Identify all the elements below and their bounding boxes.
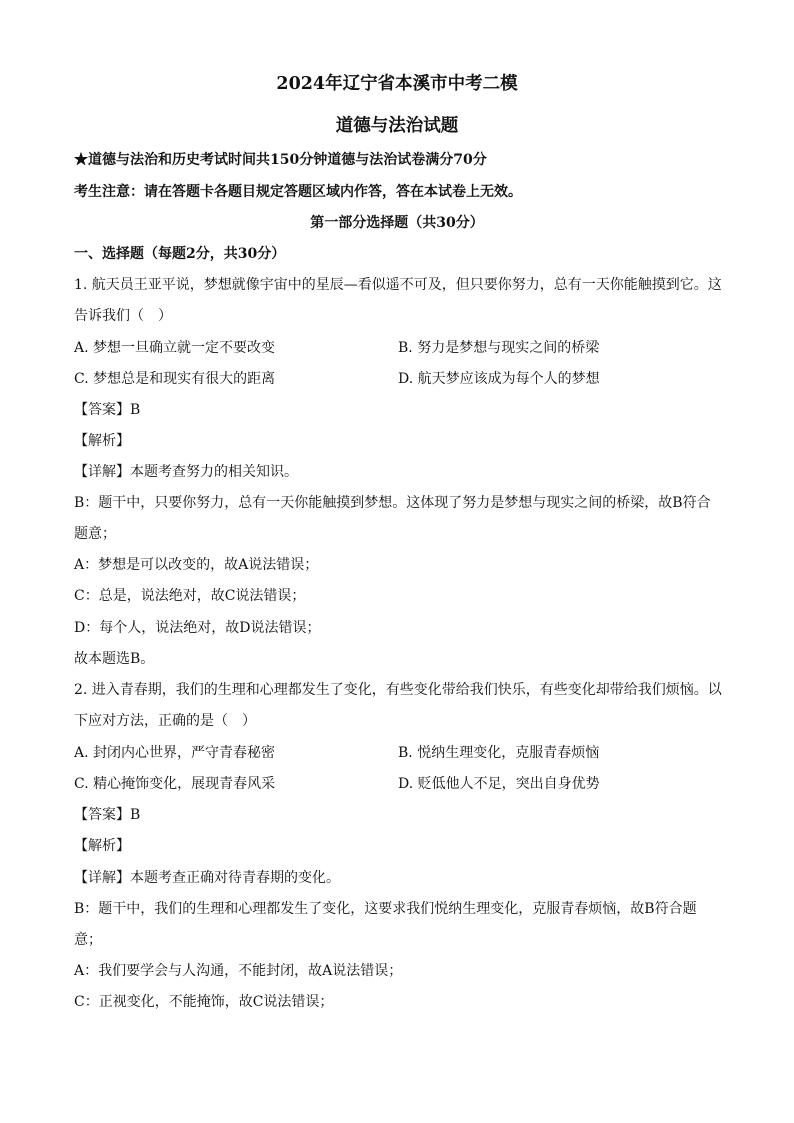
q1-detail-line-2: B：题干中，只要你努力，总有一天你能触摸到梦想。这体现了努力是梦想与现实之间的桥梁，故B符合 [74, 495, 711, 511]
detail-text: 本题考查正确对待青春期的变化。 [130, 870, 340, 886]
section-heading: 一、选择题（每题2分，共30分） [74, 246, 286, 262]
q1-analysis-tag: 【解析】 [74, 433, 130, 449]
detail-text: 本题考查努力的相关知识。 [130, 464, 298, 480]
q1-answer [74, 400, 140, 420]
q1-option-b: B. 努力是梦想与现实之间的桥梁 [398, 340, 600, 356]
q1-option-d: D. 航天梦应该成为每个人的梦想 [398, 371, 600, 387]
q1-detail-line-1 [74, 462, 298, 482]
q2-answer [74, 805, 140, 825]
q1-detail-line-7: 故本题选B。 [74, 651, 155, 667]
q1-stem-line-1: 1. 航天员王亚平说，梦想就像宇宙中的星辰—看似遥不可及，但只要你努力，总有一天你能触摸到它。这 [74, 277, 722, 293]
q2-option-c: C. 精心掩饰变化，展现青春风采 [74, 776, 276, 792]
exam-title: 2024年辽宁省本溪市中考二模 [276, 74, 518, 94]
q2-option-d: D. 贬低他人不足，突出自身优势 [398, 776, 600, 792]
q1-option-c: C. 梦想总是和现实有很大的距离 [74, 371, 276, 387]
exam-note: ★道德与法治和历史考试时间共150分钟道德与法治试卷满分70分 [74, 152, 487, 168]
q1-detail-line-5: C：总是，说法绝对，故C说法错误； [74, 588, 306, 604]
q2-option-b: B. 悦纳生理变化，克服青春烦恼 [398, 745, 600, 761]
q2-stem-line-2: 下应对方法，正确的是（ ） [74, 713, 256, 729]
q1-option-a: A. 梦想一旦确立就一定不要改变 [74, 340, 276, 356]
answer-value: B [130, 402, 141, 418]
q2-detail-line-5: C：正视变化，不能掩饰，故C说法错误； [74, 994, 334, 1010]
detail-tag: 【详解】 [74, 870, 130, 886]
q2-option-a: A. 封闭内心世界，严守青春秘密 [74, 745, 276, 761]
part-heading: 第一部分选择题（共30分） [310, 215, 484, 231]
answer-value: B [130, 807, 141, 823]
q2-detail-line-3: 意； [74, 932, 102, 948]
candidate-notice: 考生注意：请在答题卡各题目规定答题区域内作答，答在本试卷上无效。 [74, 184, 522, 200]
q1-detail-line-4: A：梦想是可以改变的，故A说法错误； [74, 557, 319, 573]
q1-detail-line-3: 题意； [74, 526, 116, 542]
answer-tag: 【答案】 [74, 402, 130, 418]
answer-tag: 【答案】 [74, 807, 130, 823]
q2-detail-line-4: A：我们要学会与人沟通，不能封闭，故A说法错误； [74, 963, 403, 979]
q2-detail-line-2: B：题干中，我们的生理和心理都发生了变化，这要求我们悦纳生理变化，克服青春烦恼，故B符合题 [74, 901, 697, 917]
exam-subtitle: 道德与法治试题 [335, 116, 459, 136]
q1-detail-line-6: D：每个人，说法绝对，故D说法错误； [74, 620, 321, 636]
detail-tag: 【详解】 [74, 464, 130, 480]
q2-stem-line-1: 2. 进入青春期，我们的生理和心理都发生了变化，有些变化带给我们快乐，有些变化却带给我们烦恼。以 [74, 682, 722, 698]
q1-stem-line-2: 告诉我们（ ） [74, 308, 172, 324]
q2-analysis-tag: 【解析】 [74, 838, 130, 854]
q2-detail-line-1 [74, 868, 340, 888]
